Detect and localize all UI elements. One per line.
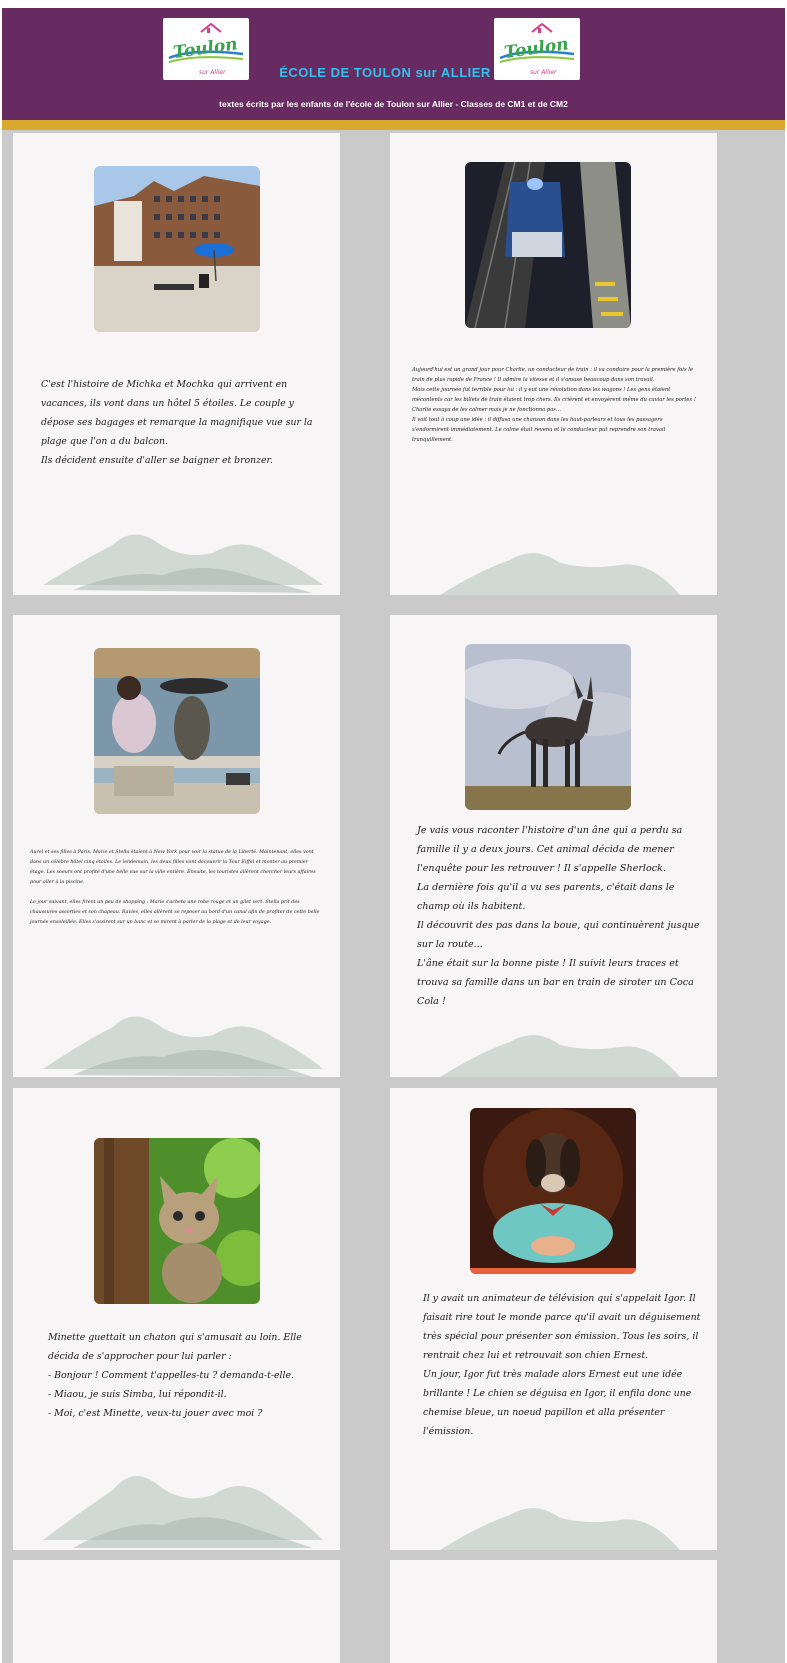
logo-subtext: sur Allier: [530, 69, 557, 76]
dog-presenter-photo: [470, 1108, 636, 1274]
mountain-wash-icon: [390, 1470, 717, 1550]
story-text-2: Aujourd'hui est un grand jour pour Charlie, un conducteur de train : il va conduire pour la première fois le train de plus rapide de France ! Il admire la vitesse et il s'amuse beaucoup dans son travail. Mais cette journée fut terrible pour lui : il y eut une révolution dans les wagons ! Les gens étaient mécontents car les billets de train étaient trop chers. Ils crièrent et envoyèrent même du caviar les portes ! Charlie essaya de les calmer mais je ne fonctionna pas... Il voit tout à coup une idée : il diffusa une chanson dans les haut-parleurs et tous les passagers s'endormirent immédiatement. Le calme était revenu et le conducteur put reprendre son travail tranquillement.: [412, 367, 696, 443]
header-accent-stripe: [2, 120, 785, 130]
story-card-7-partial: [13, 1560, 340, 1663]
story-text-3: Aurel et ses filles à Paris, Marie et Stella étaient à New York pour voir la statue de la Liberté. Maintenant, elles vont dans un célèbre hôtel cinq étoiles. Le lendemain, les deux filles vont découvrir la Tour Eiffel et monter au premier étage. Les soeurs ont profité d'une belle vue sur la ville entière. Ensuite, les touristes allèrent chercher leurs affaires pour aller à la piscine. Le jour suivant, elles firent un peu de shopping : Marie s'acheta une robe rouge et un gilet vert. Stella prit des chaussures assorties et son chapeau. Ravies, elles allèrent se reposer au bord d'un canal afin de profiter de cette belle journée ensoleillée. Elles s'assirent sur un banc et se mirent à parler de la plage et de leur voyage.: [30, 850, 320, 925]
mountain-wash-icon: [13, 515, 340, 595]
train-photo: [465, 162, 631, 328]
donkey-photo-icon: [465, 644, 631, 810]
beach-photo: [94, 166, 260, 332]
logo-wordmark: Toulon: [503, 34, 570, 64]
story-text-1: C'est l'histoire de Michka et Mochka qui arrivent en vacances, ils vont dans un hôtel 5 étoiles. Le couple y dépose ses bagages et remarque la magnifique vue sur la plage que l'on a du balcon. Ils décident ensuite d'aller se baigner et bronzer.: [41, 379, 313, 466]
story-text-4: Je vais vous raconter l'histoire d'un âne qui a perdu sa famille il y a deux jours. Cet animal décida de mener l'enquête pour les retrouver ! Il s'appelle Sherlock. La dernière fois qu'il a vu ses parents, c'était dans le champ où ils habitent. Il découvrit des pas dans la boue, qui continuèrent jusque sur la route... L'âne était sur la bonne piste ! Il suivit leurs traces et trouva sa famille dans un bar en train de siroter un Coca Cola !: [417, 825, 700, 1007]
watercolor-mountains-decoration: [13, 997, 340, 1077]
house-logo-icon: [163, 18, 249, 80]
story-card-3: [13, 615, 340, 1077]
watercolor-mountains-decoration: [390, 997, 717, 1077]
train-photo-icon: [465, 162, 631, 328]
watercolor-mountains-decoration: [390, 1470, 717, 1550]
mountain-wash-icon: [390, 515, 717, 595]
mountain-wash-icon: [13, 1450, 340, 1550]
story-card-6: [390, 1088, 717, 1550]
dog-presenter-photo-icon: [470, 1108, 636, 1274]
story-text-5: Minette guettait un chaton qui s'amusait au loin. Elle décida de s'approcher pour lui parler : - Bonjour ! Comment t'appelles-tu ? demanda-t-elle. - Miaou, je suis Simba, lui répondit-il. - Moi, c'est Minette, veux-tu jouer avec moi ?: [48, 1332, 302, 1419]
story-card-4: [390, 615, 717, 1077]
beach-photo-icon: [94, 166, 260, 332]
donkey-photo: [465, 644, 631, 810]
story-card-2: [390, 133, 717, 595]
school-title: ÉCOLE DE TOULON sur ALLIER: [279, 65, 491, 80]
story-card-1: [13, 133, 340, 595]
story-grid: [2, 130, 785, 1663]
mountain-wash-icon: [390, 997, 717, 1077]
mountain-wash-icon: [13, 997, 340, 1077]
header-subtitle: textes écrits par les enfants de l'école de Toulon sur Allier - Classes de CM1 et de CM2: [219, 99, 568, 109]
watercolor-mountains-decoration: [13, 1450, 340, 1550]
story-card-8-partial: [390, 1560, 717, 1663]
bench-statue-photo: [94, 648, 260, 814]
watercolor-mountains-decoration: [390, 515, 717, 595]
watercolor-mountains-decoration: [13, 515, 340, 595]
story-text-6: Il y avait un animateur de télévision qui s'appelait Igor. Il faisait rire tout le monde parce qu'il avait un déguisement très spécial pour présenter son émission. Tous les soirs, il rentrait chez lui et retrouvait son chien Ernest. Un jour, Igor fut très malade alors Ernest eut une idée brillante ! Le chien se déguisa en Igor, il enfila donc une chemise bleue, un noeud papillon et alla présenter l'émission.: [423, 1293, 701, 1437]
school-logo-left: [163, 18, 249, 80]
logo-subtext: sur Allier: [199, 69, 226, 76]
bench-statue-photo-icon: [94, 648, 260, 814]
kitten-photo: [94, 1138, 260, 1304]
kitten-photo-icon: [94, 1138, 260, 1304]
logo-wordmark: Toulon: [172, 34, 239, 64]
story-card-5: [13, 1088, 340, 1550]
